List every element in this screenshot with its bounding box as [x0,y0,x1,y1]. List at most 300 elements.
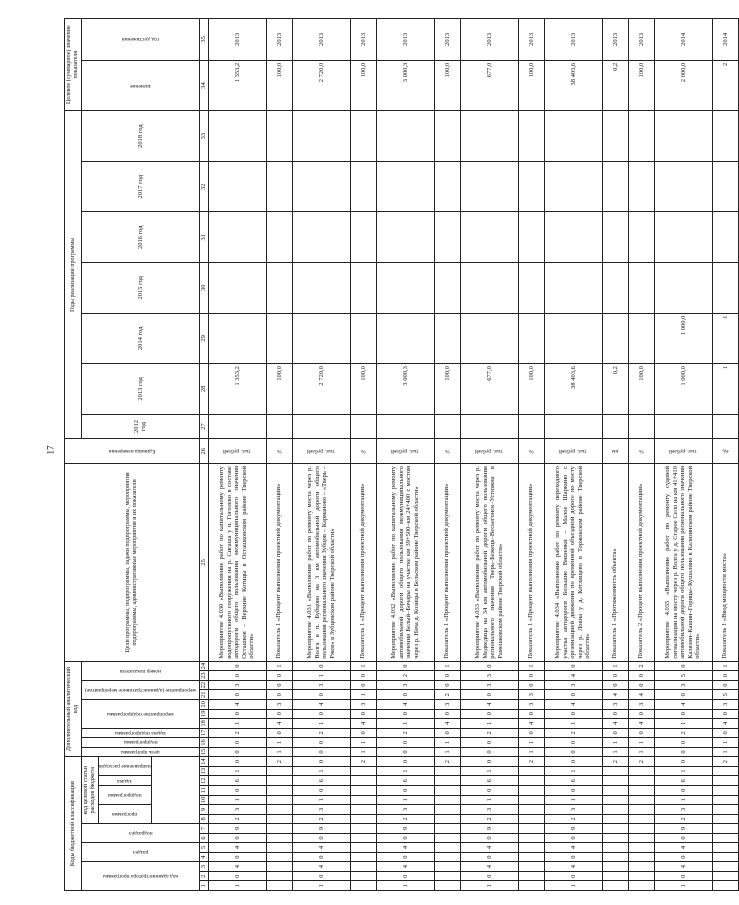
row-unit-text: тыс. рублей [475,448,503,455]
code-digit [434,795,460,805]
code-digit: 0 [376,833,434,843]
header-name: Цели программы, подпрограммы, задачи подпрограммы, мероприятия подпрограммы, административные мероприятия и их показатели [65,464,200,662]
row-year-value [292,313,350,364]
code-digit [350,871,376,881]
code-digit [518,814,544,824]
row-year-value [460,212,518,263]
code-digit [434,785,460,795]
row-target-year: 2013 [292,19,350,61]
code-digit: 0 [654,757,712,767]
header-zadacha [99,776,152,786]
row-year-value [602,212,628,263]
row-year-2012 [602,414,628,439]
code-digit: 0 [654,785,712,795]
row-name: Мероприятие 4.035 «Выполнение работ по ремонту судовой сигнализации на мосту через р. Волга у д. Старое Село на км 41+410 автомобильной дороги общего пользования регионального значения Калязин–Кашин–Горицы–Кушалино в Калязинском районе Тверской области» [654,464,712,662]
code-digit: 0 [544,852,602,862]
row-year-2012 [544,414,602,439]
code-digit: 1 [518,661,544,671]
row-year-value [434,161,460,212]
code-digit [518,824,544,834]
code-digit: 1 [518,738,544,748]
row-year-value [544,263,602,314]
row-total: 0,2 [602,60,628,111]
code-digit: 0 [376,871,434,881]
row-unit-text: км [612,448,619,455]
code-digit [628,871,654,881]
row-unit [434,439,460,464]
header-nomer [82,661,200,680]
code-digit [712,776,738,786]
code-digit: 2 [376,671,434,681]
code-digit [602,814,628,824]
code-digit: 4 [602,690,628,700]
code-digit [518,795,544,805]
code-digit: 0 [292,738,350,748]
code-digit [266,843,292,853]
code-digit [350,843,376,853]
code-digit [434,852,460,862]
row-year-value [434,313,460,364]
code-digit [434,881,460,891]
header-razdel-text: раздел [132,849,148,856]
header-napravlenie-text: направление расходов [99,763,151,770]
code-digit [266,871,292,881]
row-name: Показатель 1 «Процент выполнения проектной документации» [434,464,460,662]
code-digit [518,776,544,786]
row-name: Мероприятие 4.031 «Выполнение работ по ремонту моста через р. Волга в п. Бубцово на 3 км автомобильной дороги общего пользования регионального значения Зубцов – Карманово – «Тверь – Ржев» в Зубцовском районе Тверской области» [292,464,350,662]
column-number: 8 [199,814,208,824]
row-name: Мероприятие 4.033 «Выполнение работ по ремонту моста через р. Медведица на 34 км автомобильной дороги общего пользования регионального значения Тверь–Бежецк–Весьегонск–Устюжна в Рамешковском районе Тверской области» [460,464,518,662]
code-digit: 0 [208,833,266,843]
code-digit: 1 [712,747,738,757]
code-digit: 0 [208,785,266,795]
code-digit: 0 [208,738,266,748]
row-year-2012 [266,414,292,439]
row-year-value [628,111,654,162]
code-digit: 4 [628,690,654,700]
row-name: Показатель 1 «Протяженность объекта» [602,464,628,662]
code-digit [628,852,654,862]
row-year-value [460,161,518,212]
row-name: Показатель 1 «Процент выполнения проектной документации» [266,464,292,662]
code-digit: 1 [654,766,712,776]
row-year-2012 [208,414,266,439]
row-year-value: 1 000,0 [654,364,712,415]
column-number: 21 [200,691,208,698]
code-digit: 1 [460,795,518,805]
code-digit: 0 [654,661,712,671]
code-digit [266,824,292,834]
code-digit: 1 [350,690,376,700]
row-year-value [654,111,712,162]
table-row [602,19,628,891]
header-cel-text: цель программы [121,748,160,755]
row-year-value: 100,0 [266,364,292,415]
code-digit: 1 [376,766,434,776]
code-digit [602,843,628,853]
code-digit: 2 [292,814,350,824]
row-year-value [518,313,544,364]
row-year-value [292,263,350,314]
code-digit [602,862,628,872]
row-name: Показатель 1 «Процент выполнения проектной документации» [518,464,544,662]
code-digit: 0 [460,709,518,719]
code-digit: 0 [266,709,292,719]
code-digit: 0 [292,690,350,700]
row-unit-text: ед. [721,448,729,455]
code-digit: 1 [266,738,292,748]
row-target-year: 2013 [350,19,376,61]
table-row [544,19,602,891]
header-podpr-text: подпрограмма [123,739,158,746]
header-year: 2018 год [82,111,200,162]
row-year-value [602,313,628,364]
code-digit [518,862,544,872]
code-digit [712,785,738,795]
code-digit: 6 [460,776,518,786]
row-year-value: 100,0 [350,364,376,415]
code-digit: 0 [628,680,654,690]
row-year-value: 1 000,0 [654,313,712,364]
header-merop-podpr [82,699,200,728]
code-digit: 4 [602,719,628,729]
code-digit [350,766,376,776]
column-number: 10 [200,796,208,804]
column-number: 35 [199,19,208,61]
code-digit [712,833,738,843]
code-digit [518,881,544,891]
code-digit [602,852,628,862]
code-digit [518,852,544,862]
column-number: 22 [200,681,208,689]
code-digit: 4 [654,699,712,709]
header-year: 2017 год [82,161,200,212]
row-year-value [460,313,518,364]
row-year-2012 [350,414,376,439]
code-digit: 0 [350,680,376,690]
row-year-value [654,263,712,314]
row-year-value [350,313,376,364]
code-digit: 3 [654,680,712,690]
code-digit: 0 [602,680,628,690]
code-digit [602,805,628,815]
code-digit [712,852,738,862]
row-year-value: 0,2 [602,364,628,415]
code-digit: 2 [602,757,628,767]
code-digit: 0 [376,852,434,862]
page-number: 17 [45,445,56,455]
code-digit: 1 [376,795,434,805]
column-number: 3 [199,862,208,872]
code-digit: 4 [376,843,434,853]
code-digit [266,805,292,815]
code-digit: 4 [292,862,350,872]
header-cel [82,747,200,757]
code-digit: 3 [434,699,460,709]
code-digit: 0 [654,747,712,757]
column-number: 13 [200,767,208,775]
code-digit [266,862,292,872]
header-dopkod: Дополнительный аналитический код [65,661,82,756]
code-digit: 4 [292,843,350,853]
row-unit [376,439,434,464]
row-target-year: 2013 [460,19,518,61]
column-number: 4 [199,852,208,862]
row-year-value [208,313,266,364]
code-digit [628,766,654,776]
code-digit: 0 [376,738,434,748]
row-year-value [544,212,602,263]
code-digit: 0 [712,680,738,690]
code-digit: 4 [712,719,738,729]
code-digit [434,776,460,786]
row-year-value [518,212,544,263]
header-razdel [82,843,200,862]
row-year-value [350,212,376,263]
column-number: 12 [200,777,208,784]
code-digit: 0 [654,709,712,719]
code-digit: 1 [376,881,434,891]
row-year-value [544,313,602,364]
row-year-value [460,263,518,314]
code-digit: 0 [460,661,518,671]
row-year-value [266,313,292,364]
code-digit: 0 [460,690,518,700]
code-digit: 1 [350,747,376,757]
code-digit: 4 [654,862,712,872]
code-digit: 0 [544,757,602,767]
code-digit: 0 [266,728,292,738]
code-digit: 0 [460,871,518,881]
code-digit: 2 [654,728,712,738]
row-year-2012 [518,414,544,439]
row-unit-text: тыс. рублей [391,448,419,455]
code-digit: 0 [460,785,518,795]
column-number: 11 [200,787,208,794]
header-year: 2014 год [82,313,200,364]
code-digit: 4 [654,843,712,853]
row-year-value [266,161,292,212]
code-digit: 0 [376,709,434,719]
row-year-value [266,263,292,314]
row-unit-text: % [444,448,450,455]
code-digit: 1 [712,661,738,671]
row-year-value [266,212,292,263]
row-target-year: 2014 [654,19,712,61]
code-digit: 0 [266,690,292,700]
row-total: 38 403,6 [544,60,602,111]
code-digit: 2 [544,814,602,824]
row-year-value [628,263,654,314]
row-year-2012 [376,414,434,439]
code-digit [266,814,292,824]
code-digit: 2 [712,757,738,767]
code-digit [628,881,654,891]
code-digit: 1 [602,747,628,757]
code-digit [266,795,292,805]
row-total: 677,0 [460,60,518,111]
code-digit: 2 [208,814,266,824]
row-total: 100,0 [350,60,376,111]
code-digit: 4 [544,843,602,853]
row-year-2012 [460,414,518,439]
code-digit [434,766,460,776]
header-podpr [82,738,200,748]
code-digit: 0 [544,709,602,719]
row-year-value [350,263,376,314]
code-digit: 0 [628,728,654,738]
code-digit: 0 [628,671,654,681]
code-digit [602,795,628,805]
code-digit [518,843,544,853]
code-digit: 1 [544,719,602,729]
code-digit [602,881,628,891]
code-digit: 0 [518,728,544,738]
row-unit [518,439,544,464]
code-digit: 4 [292,699,350,709]
code-digit: 0 [544,690,602,700]
row-target-year: 2013 [208,19,266,61]
code-digit: 2 [628,661,654,671]
code-digit: 0 [376,661,434,671]
code-digit: 4 [628,719,654,729]
header-znachenie [82,60,200,111]
code-digit [350,814,376,824]
code-digit: 9 [208,824,266,834]
row-year-value [292,212,350,263]
code-digit [712,795,738,805]
header-year: 2015 год [82,263,200,314]
code-digit: 0 [376,785,434,795]
row-total: 100,0 [518,60,544,111]
code-digit: 3 [602,699,628,709]
code-digit [628,833,654,843]
code-digit: 1 [292,719,350,729]
code-digit: 0 [376,690,434,700]
column-number: 6 [199,833,208,843]
header-god-dost [82,19,200,61]
header-programma-text: программа [112,811,138,818]
row-year-value [544,111,602,162]
header-years-group: Годы реализации программы [65,111,82,439]
row-year-2012 [628,414,654,439]
code-digit [602,776,628,786]
code-digit: 2 [376,728,434,738]
code-digit: 1 [544,766,602,776]
code-digit [712,766,738,776]
code-digit: 9 [654,824,712,834]
code-digit [434,824,460,834]
code-digit: 0 [350,709,376,719]
row-unit [460,439,518,464]
header-kcs: код целевой статьи расходов бюджета [82,757,99,824]
row-year-value: 2 720,0 [292,364,350,415]
code-digit: 4 [208,862,266,872]
header-znachenie-text: значение [129,82,151,89]
row-year-2012 [292,414,350,439]
code-digit: 1 [292,671,350,681]
code-digit: 2 [208,728,266,738]
row-target-year: 2014 [712,19,738,61]
row-year-value [350,161,376,212]
code-digit: 1 [460,766,518,776]
code-digit: 1 [544,795,602,805]
row-year-value [208,212,266,263]
code-digit: 0 [266,680,292,690]
row-year-value [628,161,654,212]
code-digit: 0 [266,671,292,681]
code-digit: 0 [208,757,266,767]
code-digit: 0 [208,871,266,881]
code-digit: 0 [350,671,376,681]
header-merop-podpr-text: мероприятие подпрограммы [107,710,174,717]
row-total: 2 720,0 [292,60,350,111]
row-name: Показатель 1 «Процент выполнения проектной документации» [350,464,376,662]
code-digit: 1 [208,881,266,891]
code-digit: 9 [376,824,434,834]
code-digit: 4 [208,843,266,853]
code-digit: 4 [460,699,518,709]
code-digit: 4 [208,699,266,709]
row-unit-text: тыс. рублей [223,448,251,455]
code-digit: 3 [460,671,518,681]
code-digit: 2 [376,814,434,824]
row-year-2012 [654,414,712,439]
code-digit: 0 [544,747,602,757]
row-year-value [712,111,738,162]
row-year-value [628,212,654,263]
code-digit: 0 [292,747,350,757]
code-digit: 1 [208,795,266,805]
row-unit-text: тыс. рублей [559,448,587,455]
code-digit: 3 [376,805,434,815]
row-year-2012 [712,414,738,439]
row-year-value [376,161,434,212]
code-digit [628,843,654,853]
code-digit [434,862,460,872]
row-target-year: 2013 [518,19,544,61]
row-year-value [266,111,292,162]
row-unit-text: тыс. рублей [307,448,335,455]
code-digit: 2 [434,757,460,767]
row-unit [266,439,292,464]
code-digit [266,776,292,786]
header-kbk: Коды бюджетной классификации [65,757,82,891]
row-unit-text: % [276,448,282,455]
row-total: 2 000,0 [654,60,712,111]
code-digit [602,833,628,843]
row-unit-text: % [638,448,644,455]
row-year-value [654,161,712,212]
rotated-table-wrapper [64,18,729,891]
code-digit: 3 [460,680,518,690]
code-digit: 6 [376,776,434,786]
code-digit [602,871,628,881]
header-zadacha-text: задача [117,777,133,784]
code-digit: 4 [376,699,434,709]
column-number: 31 [199,212,208,263]
column-number: 28 [199,364,208,415]
table-row [654,19,712,891]
row-total: 100,0 [628,60,654,111]
code-digit: 1 [628,738,654,748]
code-digit: 6 [654,776,712,786]
code-digit: 4 [460,862,518,872]
code-digit [350,805,376,815]
code-digit [602,824,628,834]
header-programma [99,805,152,824]
row-year-value [602,111,628,162]
